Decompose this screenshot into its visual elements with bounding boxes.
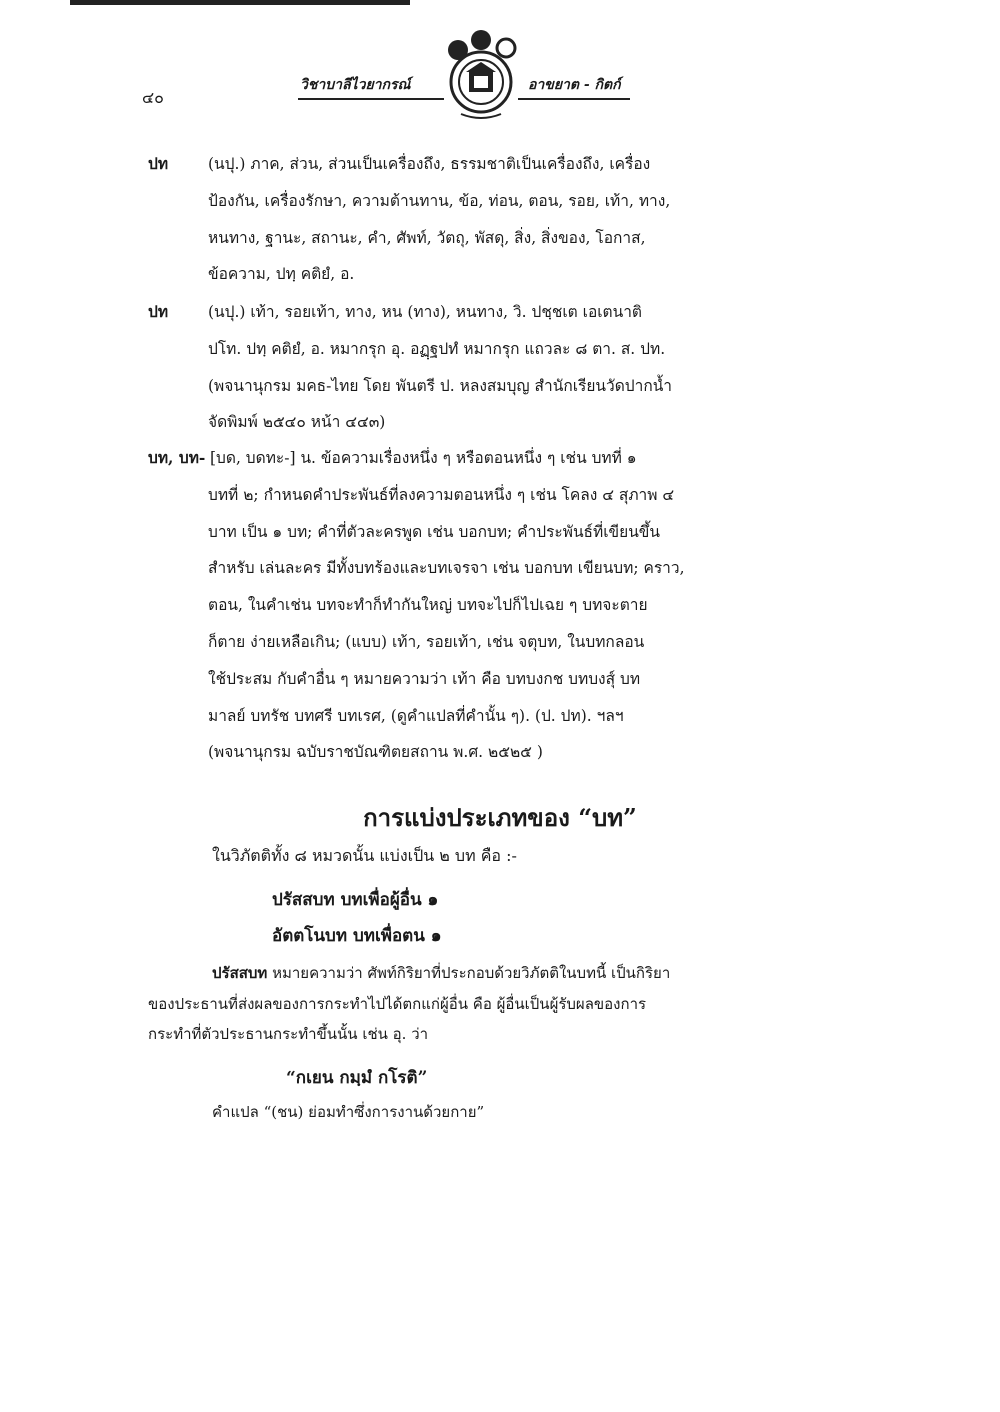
entry-line: (นปุ.) ภาค, ส่วน, ส่วนเป็นเครื่องถึง, ธรรมชาติเป็นเครื่องถึง, เครื่อง: [208, 155, 651, 173]
type-item-attanobot: อัตตโนบท บทเพื่อตน ๑: [272, 926, 442, 946]
entry-line: บทที่ ๒; กำหนดคำประพันธ์ที่ลงความตอนหนึ่ง ๆ เช่น โคลง ๔ สุภาพ ๔: [208, 485, 675, 504]
definition-text: หมายความว่า ศัพท์กิริยาที่ประกอบด้วยวิภัตติในบทนี้ เป็นกิริยา: [267, 964, 671, 982]
entry-headword: ปท: [148, 154, 169, 173]
entry-headword: บท, บท-: [148, 448, 206, 467]
entry-line: (พจนานุกรม มคธ-ไทย โดย พันตรี ป. หลงสมบุญ สำนักเรียนวัดปากน้ำ: [208, 376, 673, 395]
entry-line: ตอน, ในคำเช่น บทจะทำก็ทำกันใหญ่ บทจะไปก็ไปเฉย ๆ บทจะตาย: [208, 596, 648, 615]
school-emblem-logo: [436, 24, 526, 124]
header-rule-right: [518, 98, 630, 100]
entry-line: (นปุ.) เท้า, รอยเท้า, ทาง, หน (ทาง), หนทาง, วิ. ปชฺชเต เอเตนาติ: [208, 303, 642, 321]
dictionary-entry: [148, 294, 838, 441]
section-intro: ในวิภัตติทั้ง ๘ หมวดนั้น แบ่งเป็น ๒ บท คือ :-: [212, 846, 517, 865]
entry-line: ปโท. ปทฺ คติยํ, อ. หมากรุก อุ. อฏฺฐปทํ หมากรุก แถวละ ๘ ตา. ส. ปท.: [208, 339, 666, 358]
definition-paragraph: [148, 958, 848, 1050]
entry-line: ก็ตาย ง่ายเหลือเกิน; (แบบ) เท้า, รอยเท้า, เช่น จตุบท, ในบทกลอน: [208, 632, 645, 651]
entry-line: ใช้ประสม กับคำอื่น ๆ หมายความว่า เท้า คือ บทบงกช บทบงสุ์ บท: [208, 669, 641, 688]
definition-term: ปรัสสบท: [212, 964, 268, 982]
page-number: ๔๐: [142, 88, 164, 107]
entry-line: ป้องกัน, เครื่องรักษา, ความต้านทาน, ข้อ, ท่อน, ตอน, รอย, เท้า, ทาง,: [208, 191, 671, 210]
entry-line: สำหรับ เล่นละคร มีทั้งบทร้องและบทเจรจา เช่น บอกบท เขียนบท; คราว,: [208, 559, 685, 578]
entry-line: หนทาง, ฐานะ, สถานะ, คำ, ศัพท์, วัตถุ, พัสดุ, สิ่ง, สิ่งของ, โอกาส,: [208, 228, 646, 247]
entry-headword: ปท: [148, 302, 169, 321]
header-left-title: วิชาบาลีไวยากรณ์: [300, 77, 411, 93]
dictionary-entry: [148, 440, 838, 771]
entry-line: มาลย์ บทรัช บทศรี บทเรศ, (ดูคำแปลที่คำนั้น ๆ). (ป. ปท). ฯลฯ: [208, 706, 624, 725]
top-scan-edge: [70, 0, 410, 5]
entry-line: บาท เป็น ๑ บท; คำที่ตัวละครพูด เช่น บอกบท; คำประพันธ์ที่เขียนขึ้น: [208, 522, 660, 541]
type-item-parassabot: ปรัสสบท บทเพื่อผู้อื่น ๑: [272, 890, 439, 910]
pali-example: “กเยน กมฺมํ กโรติ”: [286, 1068, 428, 1088]
entry-line: [บด, บดทะ-] น. ข้อความเรื่องหนึ่ง ๆ หรือตอนหนึ่ง ๆ เช่น บทที่ ๑: [210, 449, 637, 467]
entry-line: ข้อความ, ปทฺ คติยํ, อ.: [208, 265, 355, 284]
section-title: การแบ่งประเภทของ “บท”: [363, 803, 637, 832]
definition-text: กระทำที่ตัวประธานกระทำขึ้นนั้น เช่น อุ. ว่า: [148, 1025, 429, 1043]
definition-text: ของประธานที่ส่งผลของการกระทำไปได้ตกแก่ผู้อื่น คือ ผู้อื่นเป็นผู้รับผลของการ: [148, 994, 647, 1013]
dictionary-entry: [148, 146, 838, 293]
entry-line: จัดพิมพ์ ๒๕๔๐ หน้า ๔๔๓): [208, 413, 386, 432]
header-rule-left: [298, 98, 444, 100]
header-right-title: อาขยาต - กิตก์: [528, 77, 621, 93]
entry-line: (พจนานุกรม ฉบับราชบัณฑิตยสถาน พ.ศ. ๒๕๒๕ ): [208, 743, 543, 762]
example-translation: คำแปล “(ชน) ย่อมทำซึ่งการงานด้วยกาย”: [212, 1103, 485, 1121]
